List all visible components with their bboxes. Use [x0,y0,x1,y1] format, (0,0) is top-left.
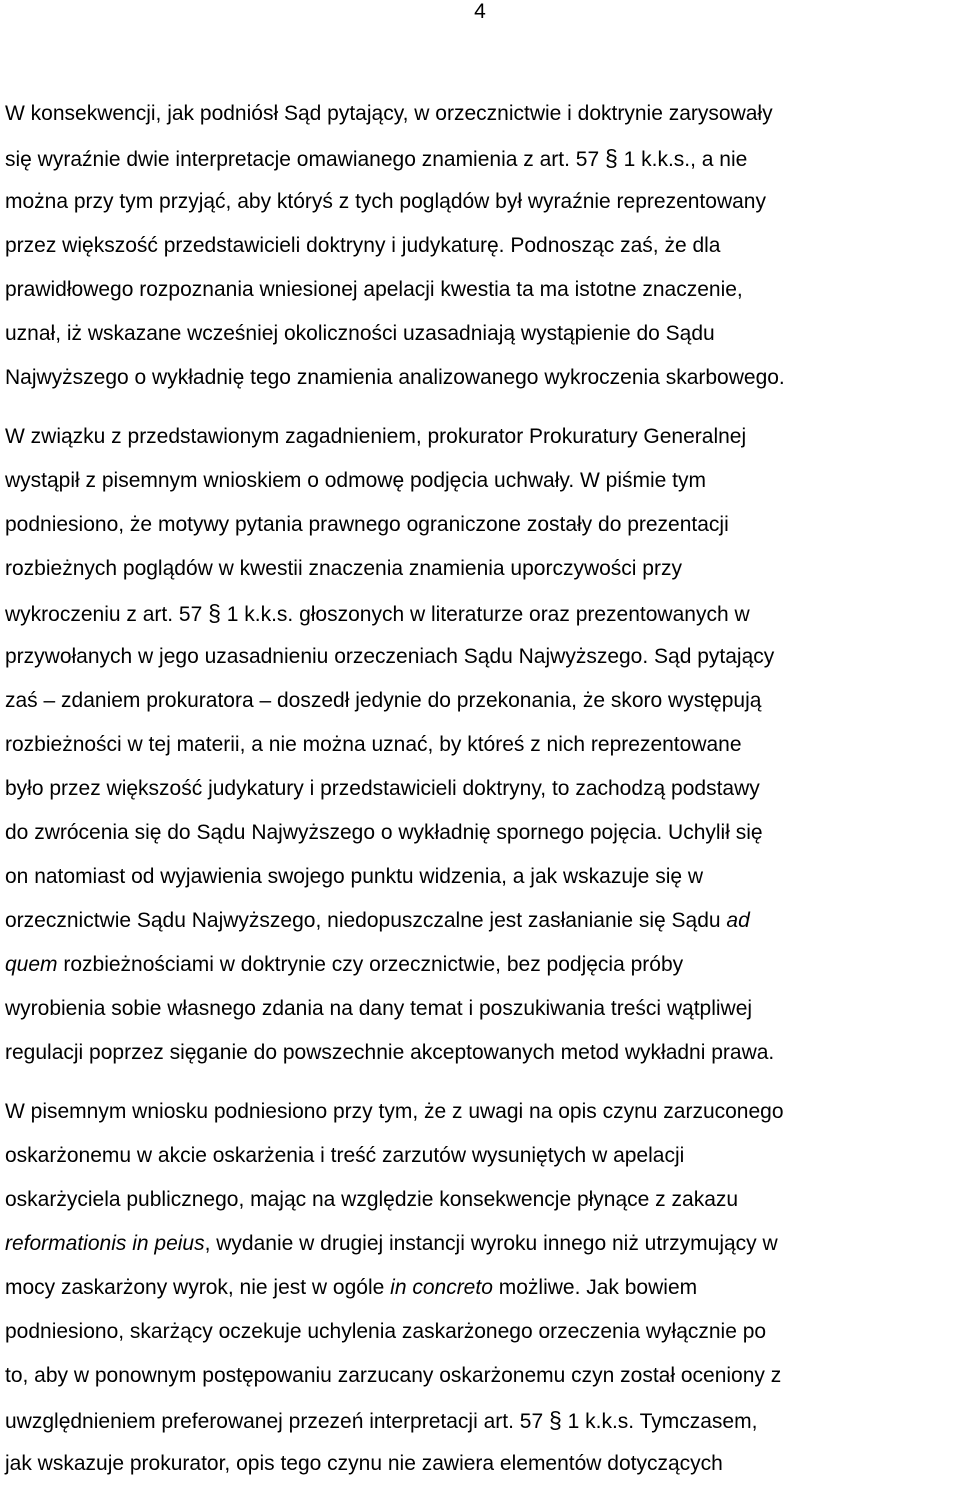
text-line: prawidłowego rozpoznania wniesionej apelacji kwestia ta ma istotne znaczenie, [5,278,743,301]
paragraph-2 [5,415,940,1075]
text-line: zaś – zdaniem prokuratora – doszedł jedynie do przekonania, że skoro występują [5,689,762,712]
text-line: można przy tym przyjąć, aby któryś z tych poglądów był wyraźnie reprezentowany [5,190,766,213]
text-line: orzecznictwie Sądu Najwyższego, niedopuszczalne jest zasłanianie się Sądu ad [5,909,750,932]
text-line: było przez większość judykatury i przedstawicieli doktryny, to zachodzą podstawy [5,777,760,800]
text-line: regulacji poprzez sięganie do powszechnie akceptowanych metod wykładni prawa. [5,1041,775,1064]
document-body [5,92,940,1486]
page-number: 4 [474,0,486,23]
text-line: quem rozbieżnościami w doktrynie czy orzecznictwie, bez podjęcia próby [5,953,684,976]
text-line: przez większość przedstawicieli doktryny i judykaturę. Podnosząc zaś, że dla [5,234,721,257]
text-line: podniesiono, że motywy pytania prawnego ograniczone zostały do prezentacji [5,513,729,536]
text-line: on natomiast od wyjawienia swojego punktu widzenia, a jak wskazuje się w [5,865,704,888]
text-line: Najwyższego o wykładnię tego znamienia analizowanego wykroczenia skarbowego. [5,366,785,389]
text-line: wystąpił z pisemnym wnioskiem o odmowę podjęcia uchwały. W piśmie tym [5,469,707,492]
text-line: uwzględnieniem preferowanej przezeń interpretacji art. 57 § 1 k.k.s. Tymczasem, [5,1407,758,1433]
text-line: rozbieżności w tej materii, a nie można uznać, by któreś z nich reprezentowane [5,733,742,756]
text-line: W związku z przedstawionym zagadnieniem, prokurator Prokuratury Generalnej [5,425,747,448]
text-line: podniesiono, skarżący oczekuje uchylenia zaskarżonego orzeczenia wyłącznie po [5,1320,767,1343]
text-line: W konsekwencji, jak podniósł Sąd pytający, w orzecznictwie i doktrynie zarysowały [5,102,773,125]
text-line: W pisemnym wniosku podniesiono przy tym, że z uwagi na opis czynu zarzuconego [5,1100,784,1123]
text-line: to, aby w ponownym postępowaniu zarzucany oskarżonemu czyn został oceniony z [5,1364,782,1387]
paragraph-3 [5,1090,940,1486]
text-line: wyrobienia sobie własnego zdania na dany temat i poszukiwania treści wątpliwej [5,997,753,1020]
text-line: oskarżonemu w akcie oskarżenia i treść zarzutów wysuniętych w apelacji [5,1144,685,1167]
text-line: reformationis in peius, wydanie w drugiej instancji wyroku innego niż utrzymujący w [5,1232,778,1255]
text-line: uznał, iż wskazane wcześniej okoliczności uzasadniają wystąpienie do Sądu [5,322,715,345]
text-line: się wyraźnie dwie interpretacje omawianego znamienia z art. 57 § 1 k.k.s., a nie [5,145,748,171]
text-line: wykroczeniu z art. 57 § 1 k.k.s. głoszonych w literaturze oraz prezentowanych w [5,600,750,626]
text-line: jak wskazuje prokurator, opis tego czynu nie zawiera elementów dotyczących [5,1452,723,1475]
text-line: oskarżyciela publicznego, mając na względzie konsekwencje płynące z zakazu [5,1188,739,1211]
text-line: mocy zaskarżony wyrok, nie jest w ogóle in concreto możliwe. Jak bowiem [5,1276,698,1299]
text-line: przywołanych w jego uzasadnieniu orzeczeniach Sądu Najwyższego. Sąd pytający [5,645,775,668]
text-line: rozbieżnych poglądów w kwestii znaczenia znamienia uporczywości przy [5,557,682,580]
paragraph-1 [5,92,940,400]
text-line: do zwrócenia się do Sądu Najwyższego o wykładnię spornego pojęcia. Uchylił się [5,821,763,844]
